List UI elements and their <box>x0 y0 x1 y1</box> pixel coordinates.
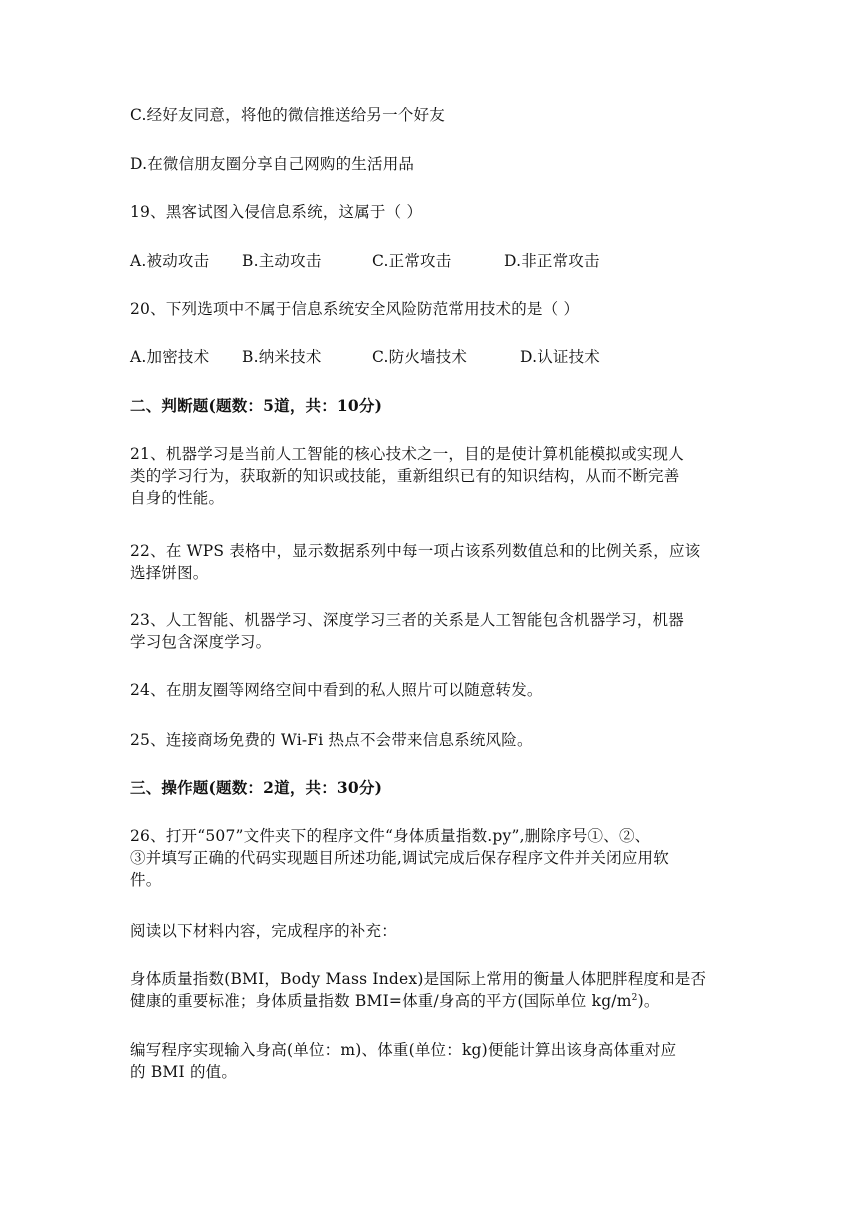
q26-line-3: 件。 <box>130 871 162 889</box>
q19-stem: 19、黑客试图入侵信息系统，这属于（ ） <box>130 203 423 221</box>
q23-line-2: 学习包含深度学习。 <box>130 633 272 651</box>
q21-line-1: 21、机器学习是当前人工智能的核心技术之一，目的是使计算机能模拟或实现人 <box>130 445 684 463</box>
q26-material-line-2-end: )。 <box>637 992 660 1010</box>
q21-line-2: 类的学习行为，获取新的知识或技能，重新组织已有的知识结构，从而不断完善 <box>130 467 680 485</box>
q19-option-c: C.正常攻击 <box>372 252 452 270</box>
q20-option-b: B.纳米技术 <box>242 348 322 366</box>
q26-material-line-1: 身体质量指数(BMI，Body Mass Index)是国际上常用的衡量人体肥胖程度和是否 <box>130 970 707 988</box>
q23-line-1: 23、人工智能、机器学习、深度学习三者的关系是人工智能包含机器学习，机器 <box>130 611 684 629</box>
q19-options <box>130 250 600 272</box>
q26-task-line-2: 的 BMI 的值。 <box>130 1063 238 1081</box>
section3-heading: 三、操作题(题数：2道，共：30分) <box>130 778 383 797</box>
q20-option-c: C.防火墙技术 <box>372 348 468 366</box>
q22-line-2: 选择饼图。 <box>130 564 209 582</box>
q20-option-a: A.加密技术 <box>130 348 210 366</box>
q26-task-line-1: 编写程序实现输入身高(单位：m)、体重(单位：kg)便能计算出该身高体重对应 <box>130 1041 677 1059</box>
q19-option-d: D.非正常攻击 <box>504 252 600 270</box>
q23-text <box>130 609 730 653</box>
q21-line-3: 自身的性能。 <box>130 489 225 507</box>
q22-line-1: 22、在 WPS 表格中，显示数据系列中每一项占该系列数值总和的比例关系，应该 <box>130 542 701 560</box>
q19-option-b: B.主动攻击 <box>242 252 322 270</box>
q20-stem: 20、下列选项中不属于信息系统安全风险防范常用技术的是（ ） <box>130 300 580 318</box>
q26-task <box>130 1039 730 1083</box>
q26-line-1: 26、打开“507”文件夹下的程序文件“身体质量指数.py”,删除序号①、②、 <box>130 827 651 845</box>
q26-material-superscript: 2 <box>631 992 638 1003</box>
q26-material <box>130 968 730 1012</box>
q22-text <box>130 540 730 584</box>
q26-intro: 阅读以下材料内容，完成程序的补充： <box>130 922 397 940</box>
q26-text <box>130 825 730 891</box>
q25-text: 25、连接商场免费的 Wi-Fi 热点不会带来信息系统风险。 <box>130 731 533 749</box>
q18-option-d: D.在微信朋友圈分享自己网购的生活用品 <box>130 155 415 173</box>
q26-material-line-2 <box>130 990 730 1012</box>
q21-text <box>130 443 730 509</box>
q19-option-a: A.被动攻击 <box>130 252 210 270</box>
q26-material-line-2-main: 健康的重要标准；身体质量指数 BMI=体重/身高的平方(国际单位 kg/m <box>130 992 632 1010</box>
section2-heading: 二、判断题(题数：5道，共：10分) <box>130 396 383 415</box>
q20-option-d: D.认证技术 <box>520 348 601 366</box>
q26-line-2: ③并填写正确的代码实现题目所述功能,调试完成后保存程序文件并关闭应用软 <box>130 849 669 867</box>
q20-options <box>130 346 600 368</box>
q24-text: 24、在朋友圈等网络空间中看到的私人照片可以随意转发。 <box>130 681 543 699</box>
q18-option-c: C.经好友同意，将他的微信推送给另一个好友 <box>130 106 445 124</box>
